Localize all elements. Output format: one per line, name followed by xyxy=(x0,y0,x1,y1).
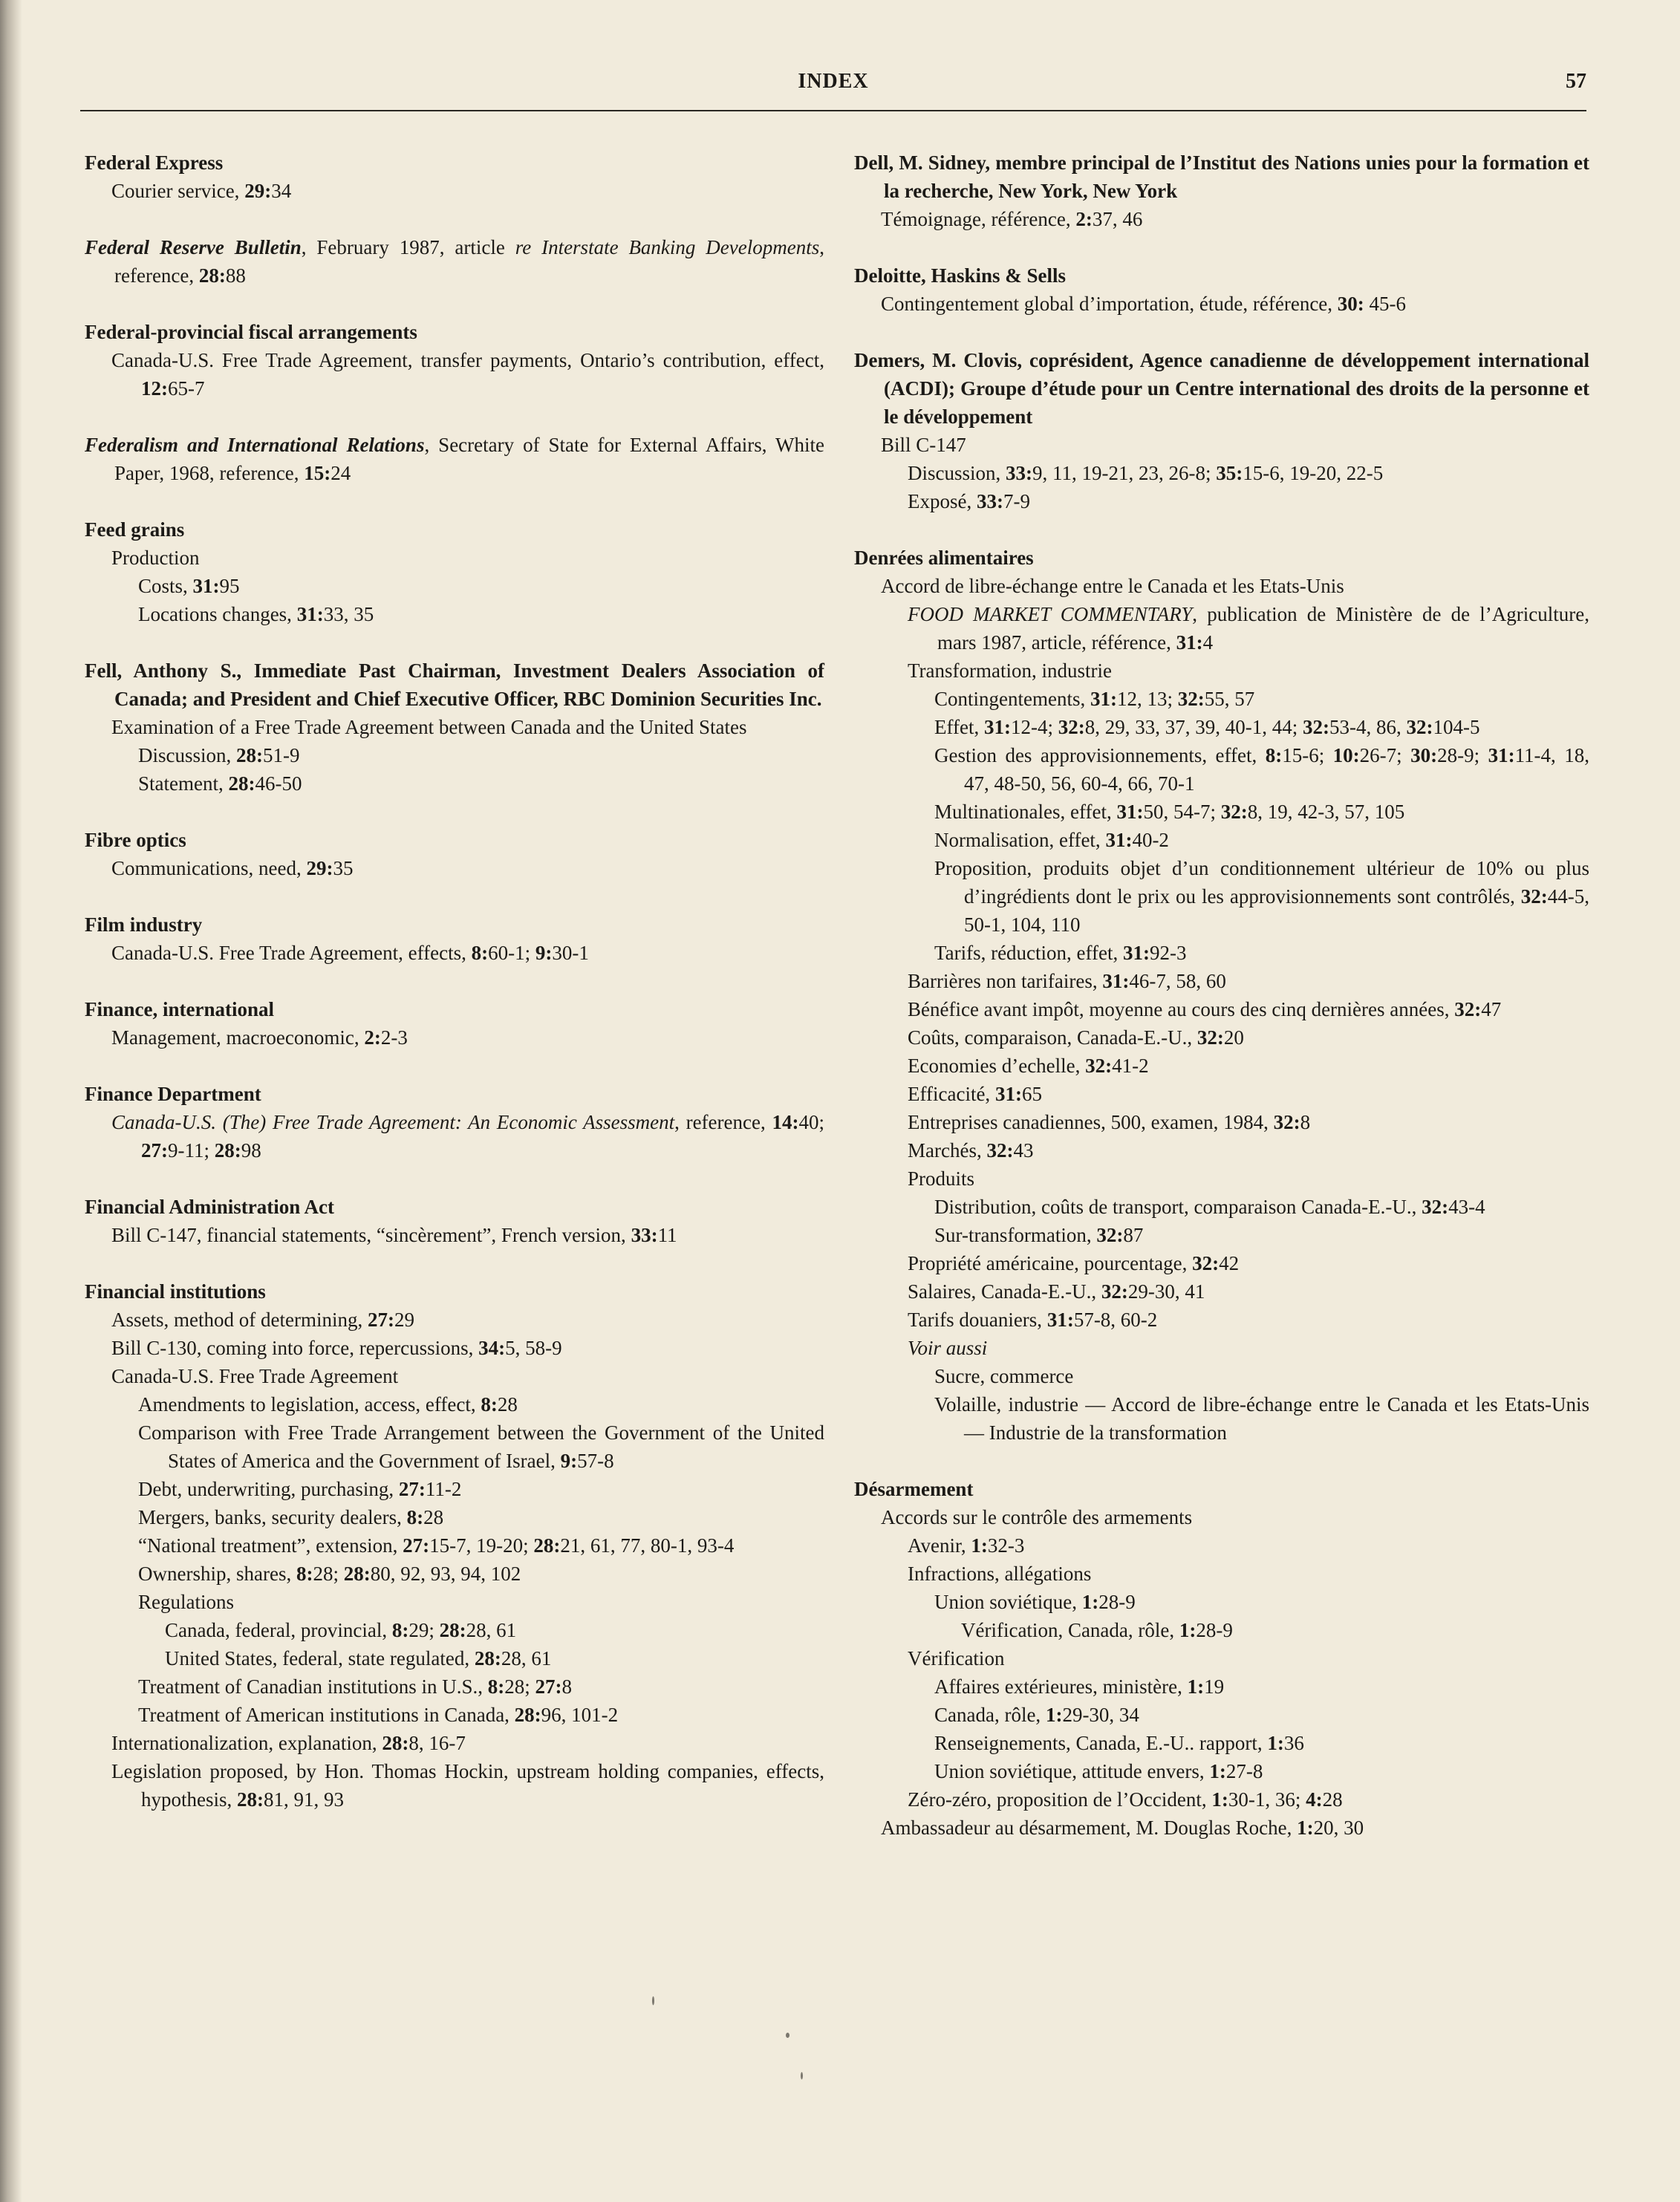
index-subentry: Avenir, 1:32-3 xyxy=(908,1534,1025,1557)
index-subentry: Production xyxy=(111,547,200,569)
index-entry xyxy=(854,346,1589,515)
index-subentry: “National treatment”, extension, 27:15-7, 19-20; 28:21, 61, 77, 80-1, 93-4 xyxy=(138,1534,735,1557)
index-column-right xyxy=(854,149,1589,1870)
index-heading: Finance Department xyxy=(85,1083,261,1105)
index-subentry: Proposition, produits objet d’un conditionnement ultérieur de 10% ou plus d’ingrédients dont le prix ou les approvisionnements sont contrôlés, 32:44-5, 50-1, 104, 110 xyxy=(934,857,1589,936)
index-subentry: Vérification xyxy=(908,1647,1005,1670)
index-subentry: Internationalization, explanation, 28:8, 16-7 xyxy=(111,1732,466,1754)
index-subentry: Treatment of American institutions in Canada, 28:96, 101-2 xyxy=(138,1704,619,1726)
index-entry xyxy=(85,318,824,403)
index-subentry: Tarifs douaniers, 31:57-8, 60-2 xyxy=(908,1309,1158,1331)
index-entry xyxy=(85,1277,824,1814)
index-subentry: Affaires extérieures, ministère, 1:19 xyxy=(934,1675,1225,1698)
index-subentry: Management, macroeconomic, 2:2-3 xyxy=(111,1026,408,1049)
index-heading: Deloitte, Haskins & Sells xyxy=(854,264,1067,287)
index-subentry: Effet, 31:12-4; 32:8, 29, 33, 37, 39, 40-1, 44; 32:53-4, 86, 32:104-5 xyxy=(934,716,1480,738)
index-subentry: Communications, need, 29:35 xyxy=(111,857,354,879)
index-subentry: Coûts, comparaison, Canada-E.-U., 32:20 xyxy=(908,1026,1244,1049)
index-heading: Federal-provincial fiscal arrangements xyxy=(85,321,417,343)
index-subentry: Bill C-147, financial statements, “sincèrement”, French version, 33:11 xyxy=(111,1224,677,1246)
index-subentry: Costs, 31:95 xyxy=(138,575,240,597)
index-subentry: Amendments to legislation, access, effect, 8:28 xyxy=(138,1393,518,1416)
index-subentry: Renseignements, Canada, E.-U.. rapport, 1:36 xyxy=(934,1732,1304,1754)
index-entry xyxy=(85,995,824,1052)
index-heading: Federal Express xyxy=(85,152,224,174)
index-subentry: Accords sur le contrôle des armements xyxy=(881,1506,1193,1528)
index-subentry: Canada, federal, provincial, 8:29; 28:28, 61 xyxy=(165,1619,517,1641)
index-subentry: Legislation proposed, by Hon. Thomas Hockin, upstream holding companies, effects, hypothesis, 28:81, 91, 93 xyxy=(111,1760,824,1811)
index-subentry: Assets, method of determining, 27:29 xyxy=(111,1309,414,1331)
index-subentry: Salaires, Canada-E.-U., 32:29-30, 41 xyxy=(908,1280,1205,1303)
index-subentry: Propriété américaine, pourcentage, 32:42 xyxy=(908,1252,1240,1274)
index-entry xyxy=(854,1475,1589,1842)
index-entry xyxy=(85,515,824,628)
index-entry xyxy=(85,1193,824,1249)
index-subentry: Debt, underwriting, purchasing, 27:11-2 xyxy=(138,1478,462,1500)
index-subentry: Volaille, industrie — Accord de libre-échange entre le Canada et les Etats-Unis — Industrie de la transformation xyxy=(934,1393,1589,1444)
index-subentry: Distribution, coûts de transport, comparaison Canada-E.-U., 32:43-4 xyxy=(934,1196,1485,1218)
index-entry xyxy=(854,149,1589,233)
index-subentry: Bénéfice avant impôt, moyenne au cours des cinq dernières années, 32:47 xyxy=(908,998,1502,1020)
index-subentry: Bill C-147 xyxy=(881,434,966,456)
index-subentry: Vérification, Canada, rôle, 1:28-9 xyxy=(961,1619,1233,1641)
index-subentry: Accord de libre-échange entre le Canada et les Etats-Unis xyxy=(881,575,1344,597)
index-heading: Film industry xyxy=(85,913,203,936)
index-subentry: Comparison with Free Trade Arrangement between the Government of the United States of America and the Government of Israel, 9:57-8 xyxy=(138,1421,824,1472)
index-subentry: Mergers, banks, security dealers, 8:28 xyxy=(138,1506,444,1528)
index-subentry: Bill C-130, coming into force, repercussions, 34:5, 58-9 xyxy=(111,1337,562,1359)
index-subentry: Efficacité, 31:65 xyxy=(908,1083,1042,1105)
index-subentry: Témoignage, référence, 2:37, 46 xyxy=(881,208,1143,230)
index-subentry: Marchés, 32:43 xyxy=(908,1139,1034,1162)
index-subentry: Exposé, 33:7-9 xyxy=(908,490,1030,512)
index-subentry: Canada-U.S. (The) Free Trade Agreement: An Economic Assessment, reference, 14:40; 27:9-11; 28:98 xyxy=(111,1111,824,1162)
index-subentry: Produits xyxy=(908,1167,975,1190)
index-heading: Feed grains xyxy=(85,518,185,541)
index-column-left xyxy=(85,149,824,1842)
index-subentry: Union soviétique, attitude envers, 1:27-8 xyxy=(934,1760,1263,1782)
paper-speck xyxy=(801,2072,803,2079)
page-number: 57 xyxy=(1566,70,1586,93)
index-subentry: Discussion, 33:9, 11, 19-21, 23, 26-8; 35:15-6, 19-20, 22-5 xyxy=(908,462,1384,484)
index-heading: Fell, Anthony S., Immediate Past Chairman, Investment Dealers Association of Canada; and President and Chief Executive Officer, RBC Dominion Securities Inc. xyxy=(85,659,824,710)
index-subentry: Canada-U.S. Free Trade Agreement, effects, 8:60-1; 9:30-1 xyxy=(111,942,589,964)
index-entry xyxy=(85,233,824,290)
index-subentry: Ambassadeur au désarmement, M. Douglas Roche, 1:20, 30 xyxy=(881,1817,1364,1839)
index-entry xyxy=(85,826,824,882)
index-heading: Denrées alimentaires xyxy=(854,547,1034,569)
index-heading: Financial institutions xyxy=(85,1280,266,1303)
index-entry xyxy=(854,261,1589,318)
index-subentry: Regulations xyxy=(138,1591,234,1613)
index-subentry: Canada, rôle, 1:29-30, 34 xyxy=(934,1704,1139,1726)
index-subentry: FOOD MARKET COMMENTARY, publication de Ministère de de l’Agriculture, mars 1987, article, référence, 31:4 xyxy=(908,603,1589,654)
index-subentry: Contingentements, 31:12, 13; 32:55, 57 xyxy=(934,688,1255,710)
index-subentry: Normalisation, effet, 31:40-2 xyxy=(934,829,1169,851)
index-entry xyxy=(85,911,824,967)
index-subentry: Locations changes, 31:33, 35 xyxy=(138,603,374,625)
index-subentry: Sur-transformation, 32:87 xyxy=(934,1224,1144,1246)
index-entry xyxy=(85,657,824,798)
index-subentry: Discussion, 28:51-9 xyxy=(138,744,300,766)
index-subentry: Barrières non tarifaires, 31:46-7, 58, 60 xyxy=(908,970,1226,992)
index-subentry: Treatment of Canadian institutions in U.S., 8:28; 27:8 xyxy=(138,1675,572,1698)
index-subentry: Zéro-zéro, proposition de l’Occident, 1:30-1, 36; 4:28 xyxy=(908,1788,1343,1811)
index-subentry: Gestion des approvisionnements, effet, 8:15-6; 10:26-7; 30:28-9; 31:11-4, 18, 47, 48-50, 56, 60-4, 66, 70-1 xyxy=(934,744,1589,795)
index-subentry: Union soviétique, 1:28-9 xyxy=(934,1591,1136,1613)
index-subentry: Examination of a Free Trade Agreement between Canada and the United States xyxy=(111,716,747,738)
page-gutter-shadow xyxy=(0,0,22,2202)
index-heading: Dell, M. Sidney, membre principal de l’Institut des Nations unies pour la formation et la recherche, New York, New York xyxy=(854,152,1589,202)
index-subentry: Ownership, shares, 8:28; 28:80, 92, 93, 94, 102 xyxy=(138,1563,521,1585)
index-subentry: Entreprises canadiennes, 500, examen, 1984, 32:8 xyxy=(908,1111,1311,1133)
index-subentry: Statement, 28:46-50 xyxy=(138,772,302,795)
index-subentry: Federal Reserve Bulletin, February 1987, article re Interstate Banking Developments, reference, 28:88 xyxy=(85,236,824,287)
index-heading: Demers, M. Clovis, coprésident, Agence canadienne de développement international (ACDI); Groupe d’étude pour un Centre international des droits de la personne et le développement xyxy=(854,349,1589,428)
index-subentry: Infractions, allégations xyxy=(908,1563,1092,1585)
index-subentry: Economies d’echelle, 32:41-2 xyxy=(908,1055,1149,1077)
index-heading: Fibre optics xyxy=(85,829,186,851)
paper-speck xyxy=(652,1996,654,2005)
page-header xyxy=(80,65,1586,111)
index-subentry: Multinationales, effet, 31:50, 54-7; 32:8, 19, 42-3, 57, 105 xyxy=(934,801,1405,823)
index-heading: Financial Administration Act xyxy=(85,1196,335,1218)
index-subentry: Tarifs, réduction, effet, 31:92-3 xyxy=(934,942,1187,964)
index-subentry: Transformation, industrie xyxy=(908,659,1112,682)
page-title: INDEX xyxy=(798,70,869,93)
index-subentry: Federalism and International Relations, Secretary of State for External Affairs, White Paper, 1968, reference, 15:24 xyxy=(85,434,824,484)
index-subentry: Canada-U.S. Free Trade Agreement xyxy=(111,1365,399,1387)
index-subentry: Courier service, 29:34 xyxy=(111,180,292,202)
index-subentry: Sucre, commerce xyxy=(934,1365,1074,1387)
index-entry xyxy=(85,1080,824,1164)
index-heading: Désarmement xyxy=(854,1478,974,1500)
index-heading: Finance, international xyxy=(85,998,274,1020)
index-subentry: United States, federal, state regulated, 28:28, 61 xyxy=(165,1647,552,1670)
index-subentry: Contingentement global d’importation, étude, référence, 30: 45-6 xyxy=(881,293,1407,315)
paper-speck xyxy=(786,2033,789,2038)
index-entry xyxy=(854,544,1589,1447)
index-entry xyxy=(85,431,824,487)
index-subentry: Voir aussi xyxy=(908,1337,988,1359)
index-entry xyxy=(85,149,824,205)
index-subentry: Canada-U.S. Free Trade Agreement, transfer payments, Ontario’s contribution, effect, 12:65-7 xyxy=(111,349,824,400)
